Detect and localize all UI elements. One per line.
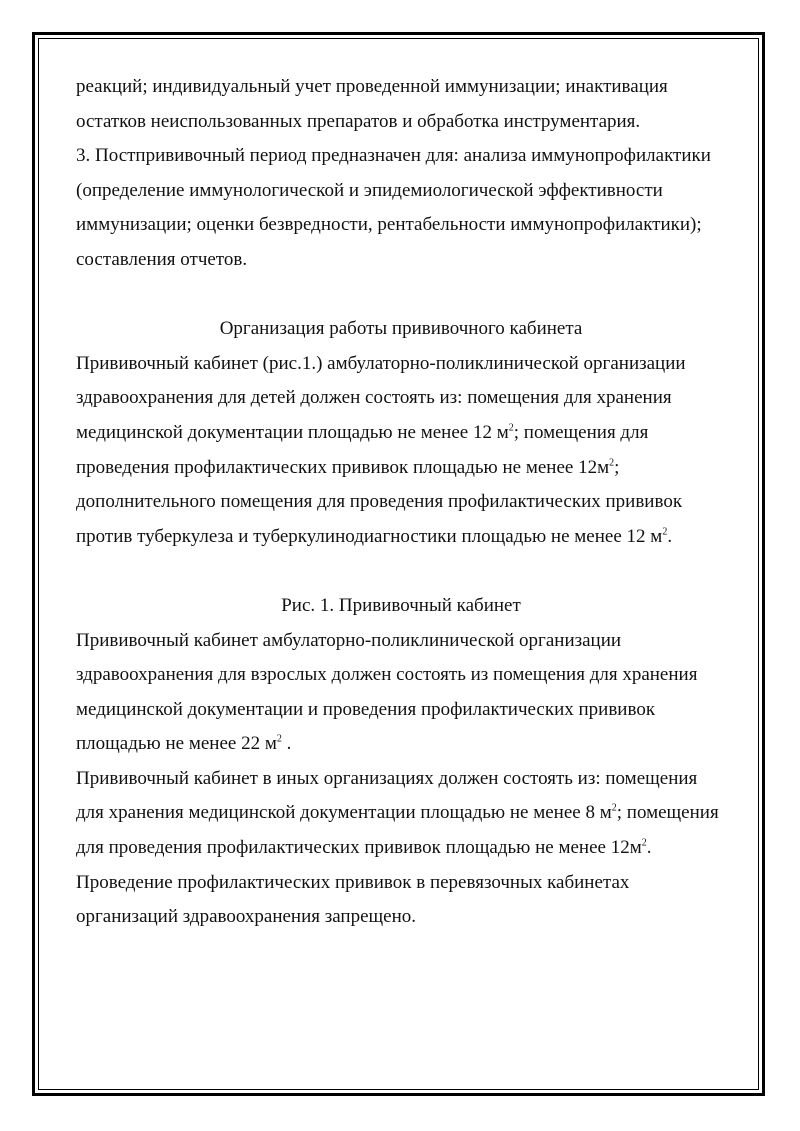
document-body <box>76 70 726 935</box>
paragraph-children-cabinet <box>76 347 726 555</box>
figure-caption: Рис. 1. Прививочный кабинет <box>281 594 521 616</box>
text-segment: . <box>667 525 673 547</box>
text-segment: Прививочный кабинет в иных организациях должен состоять из: помещения для хранения медицинской документации площадью не менее 8 м <box>76 767 698 824</box>
superscript: 2 <box>611 802 617 814</box>
text-segment: Прививочный кабинет амбулаторно-поликлинической организации здравоохранения для взрослых должен состоять из помещения для хранения медицинской документации и проведения профилактических прививок площадью не менее 22 м <box>76 629 698 755</box>
section-heading: Организация работы прививочного кабинета <box>219 318 583 340</box>
text-segment: Прививочный кабинет (рис.1.) амбулаторно-поликлинической организации здравоохранения для детей должен состоять из: помещения для хранения медицинской документации площадью не менее 12 м <box>76 352 686 443</box>
paragraph-reactions: реакций; индивидуальный учет проведенной иммунизации; инактивация остатков неиспользованных препаратов и обработка инструментария. <box>76 76 668 132</box>
paragraph-prohibition: Проведение профилактических прививок в перевязочных кабинетах организаций здравоохранения запрещено. <box>76 871 630 928</box>
text-segment: . <box>281 733 292 755</box>
text-segment: ; помещения для проведения профилактических прививок площадью не менее 12м <box>76 421 649 478</box>
text-segment: ; помещения для проведения профилактических прививок площадью не менее 12м <box>76 802 719 859</box>
superscript: 2 <box>662 526 668 538</box>
text-segment: ; дополнительного помещения для проведения профилактических прививок против туберкулеза и туберкулинодиагностики площадью не менее 12 м <box>76 456 683 547</box>
text-segment: . <box>646 837 652 859</box>
superscript: 2 <box>641 837 647 849</box>
paragraph-other-organizations <box>76 762 726 866</box>
superscript: 2 <box>609 457 615 469</box>
spacer <box>76 554 726 589</box>
superscript: 2 <box>508 422 514 434</box>
superscript: 2 <box>276 733 282 745</box>
paragraph-adults-cabinet <box>76 624 726 762</box>
paragraph-post-vaccination: 3. Постпрививочный период предназначен для: анализа иммунопрофилактики (определение иммунологической и эпидемиологической эффективности иммунизации; оценки безвредности, рентабельности иммунопрофилактики); составления отчетов. <box>76 145 711 270</box>
spacer <box>76 278 726 313</box>
